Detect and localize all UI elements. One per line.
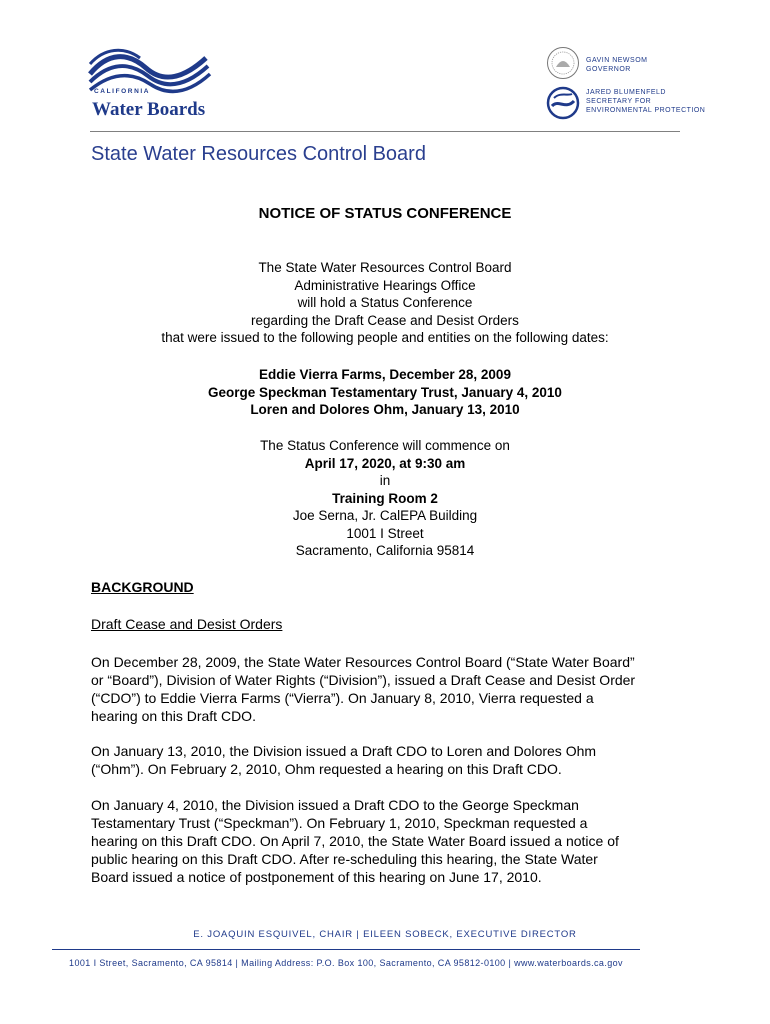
entity-item: George Speckman Testamentary Trust, January 4, 2010: [208, 384, 562, 400]
background-paragraph-3: On January 4, 2010, the Division issued a Draft CDO to the George Speckman Testamentary Trust (“Speckman”). On February 1, 2010, Speckman requested a hearing on this Draft CDO. On April 7, 2010, the State Water Board issued a notice of public hearing on this Draft CDO. After re-scheduling this hearing, the State Water Board issued a notice of postponement of this hearing on June 17, 2010.: [91, 797, 619, 885]
entity-list: [91, 366, 679, 419]
notice-intro: The State Water Resources Control Board Administrative Hearings Office will hold a Status Conference regarding the Draft Cease and Desist Orders that were issued to the following people and entities on the following dates:: [161, 260, 609, 345]
logo-water-boards-text: Water Boards: [92, 99, 206, 120]
background-paragraph-1: On December 28, 2009, the State Water Resources Control Board (“State Water Board” or “Board”), Division of Water Rights (“Division”), issued a Draft Cease and Desist Order (“CDO”) to Eddie Vierra Farms (“Vierra”). On January 8, 2010, Vierra requested a hearing on this Draft CDO.: [91, 654, 636, 724]
footer-address: 1001 I Street, Sacramento, CA 95814 | Mailing Address: P.O. Box 100, Sacramento, CA 95812-0100 | www.waterboards.ca.gov: [69, 958, 623, 968]
footer-leadership: E. JOAQUIN ESQUIVEL, CHAIR | EILEEN SOBECK, EXECUTIVE DIRECTOR: [193, 929, 577, 940]
background-paragraph-2: On January 13, 2010, the Division issued a Draft CDO to Loren and Dolores Ohm (“Ohm”). On February 2, 2010, Ohm requested a hearing on this Draft CDO.: [91, 743, 597, 777]
entity-item: Loren and Dolores Ohm, January 13, 2010: [250, 402, 520, 417]
agency-name: State Water Resources Control Board: [91, 143, 426, 165]
logo-california-text: CALIFORNIA: [94, 88, 151, 95]
conference-details: The Status Conference will commence on April 17, 2020, at 9:30 am in Training Room 2 Joe Serna, Jr. CalEPA Building 1001 I Street Sacramento, California 95814: [91, 437, 679, 560]
footer-divider: [52, 949, 640, 950]
header-divider: [90, 131, 680, 132]
governor-name: GAVIN NEWSOM GOVERNOR: [586, 57, 648, 73]
entity-item: Eddie Vierra Farms, December 28, 2009: [259, 367, 511, 382]
calepa-logo-icon: [546, 86, 580, 120]
notice-title: NOTICE OF STATUS CONFERENCE: [258, 205, 512, 222]
secretary-info: JARED BLUMENFELD SECRETARY FOR ENVIRONMENTAL PROTECTION: [586, 89, 706, 114]
conference-datetime: April 17, 2020, at 9:30 am: [304, 455, 466, 471]
california-governor-seal-icon: [546, 46, 580, 80]
draft-cdo-subheading: Draft Cease and Desist Orders: [91, 616, 283, 632]
background-heading: BACKGROUND: [91, 579, 194, 595]
conference-room: Training Room 2: [332, 490, 438, 506]
